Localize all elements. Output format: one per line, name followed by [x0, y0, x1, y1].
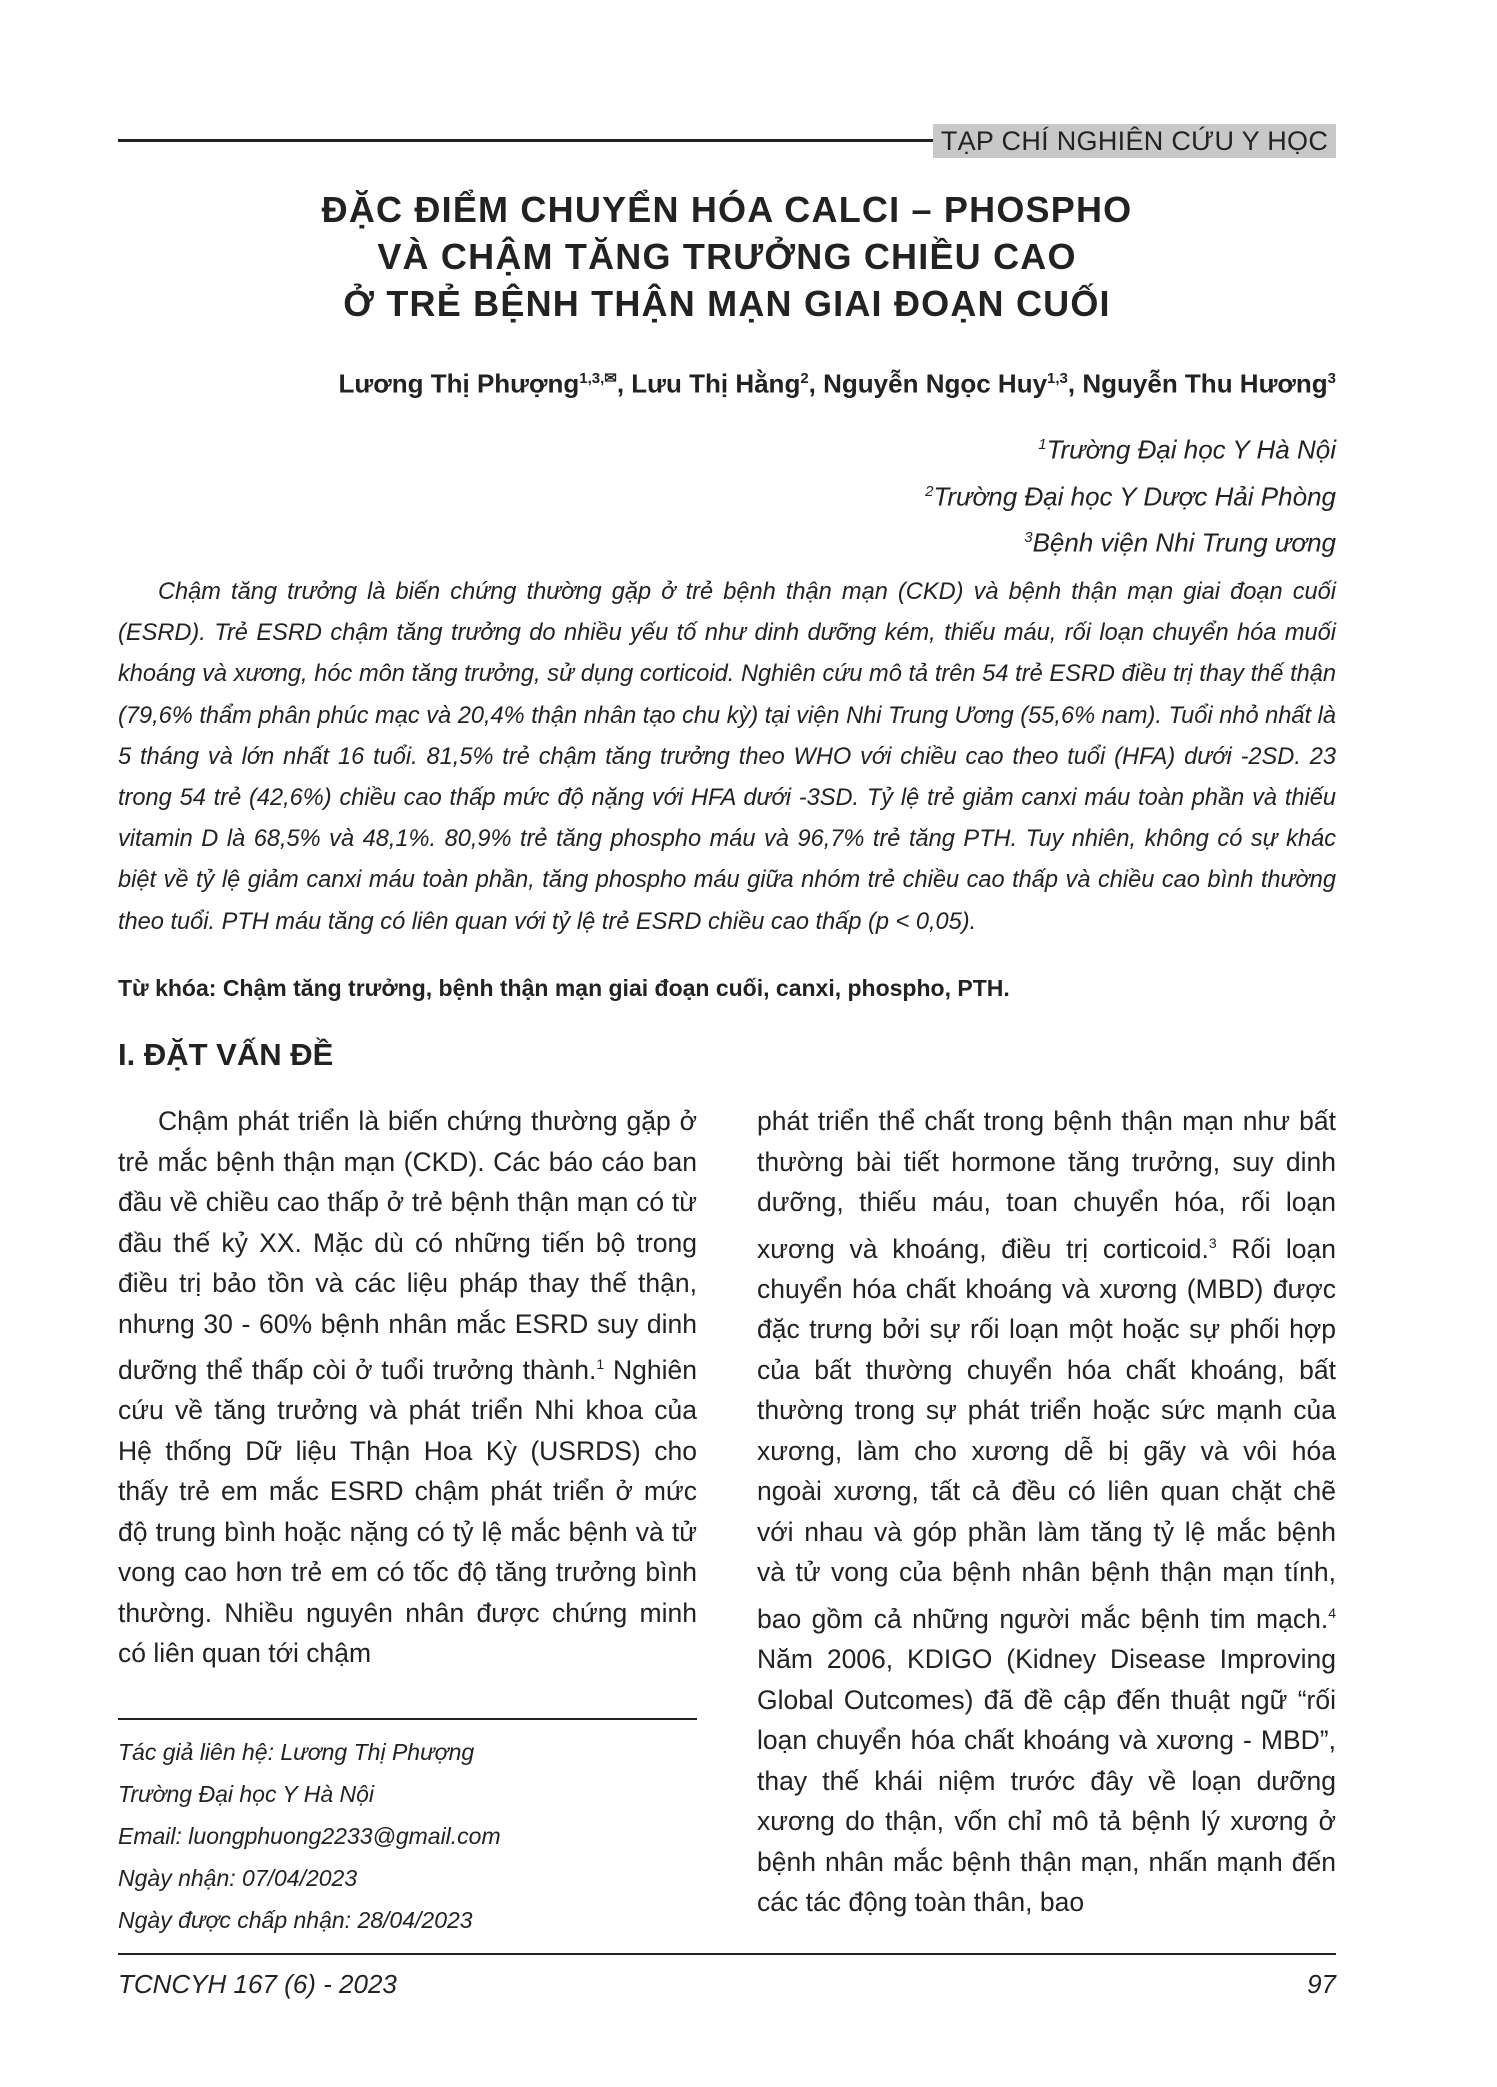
author-name: Nguyễn Ngọc Huy: [823, 368, 1048, 399]
paragraph-text: Nghiên cứu về tăng trưởng và phát triển Nhi khoa của Hệ thống Dữ liệu Thận Hoa Kỳ (USRDS) cho thấy trẻ em mắc ESRD chậm phát triển ở mức độ trung bình hoặc nặng có tỷ lệ mắc bệnh và tử vong cao hơn trẻ em có tốc độ tăng trưởng bình thường. Nhiều nguyên nhân được chứng minh có liên quan tới chậm: [118, 1354, 697, 1669]
page-number: 97: [1307, 1969, 1336, 1999]
footer-rule: [118, 1953, 1336, 1955]
body-column-left: [118, 1101, 697, 1674]
citation-ref: 4: [1328, 1604, 1336, 1621]
author-name: Lưu Thị Hằng: [631, 368, 801, 399]
title-line: ĐẶC ĐIỂM CHUYỂN HÓA CALCI – PHOSPHO: [321, 189, 1133, 230]
correspondence-footnote: [118, 1731, 697, 1941]
affiliation-name: Trường Đại học Y Dược Hải Phòng: [933, 481, 1336, 512]
paragraph-text: Năm 2006, KDIGO (Kidney Disease Improving Global Outcomes) đã đề cập đến thuật ngữ “rối loạn chuyển hóa chất khoáng và xương - MBD”, thay thế khái niệm trước đây về loạn dưỡng xương do thận, vốn chỉ mô tả bệnh lý xương ở bệnh nhân mắc bệnh thận mạn, nhấn mạnh đến các tác động toàn thân, bao: [757, 1644, 1336, 1918]
author-name: Lương Thị Phượng: [338, 368, 580, 399]
title-line: VÀ CHẬM TĂNG TRƯỞNG CHIỀU CAO: [377, 236, 1077, 277]
author-affiliation-mark: 3: [1327, 370, 1336, 387]
keywords: Từ khóa: Chậm tăng trưởng, bệnh thận mạn giai đoạn cuối, canxi, phospho, PTH.: [118, 975, 1010, 1001]
affiliation: [925, 517, 1336, 564]
header-rule: [118, 139, 933, 142]
affiliation-number: 2: [925, 482, 934, 500]
section-heading: I. ĐẶT VẤN ĐỀ: [118, 1037, 334, 1072]
affiliation-name: Trường Đại học Y Hà Nội: [1046, 434, 1336, 465]
footnote-rule: [118, 1718, 697, 1720]
paragraph-text: Chậm phát triển là biến chứng thường gặp ở trẻ mắc bệnh thận mạn (CKD). Các báo cáo ban đầu về chiều cao thấp ở trẻ bệnh thận mạn có từ đầu thế kỷ XX. Mặc dù có những tiến bộ trong điều trị bảo tồn và các liệu pháp thay thế thận, nhưng 30 - 60% bệnh nhân mắc ESRD suy dinh dưỡng thể thấp còi ở tuổi trưởng thành.: [118, 1106, 697, 1385]
title-line: Ở TRẺ BỆNH THẬN MẠN GIAI ĐOẠN CUỐI: [343, 283, 1111, 324]
journal-issue: TCNCYH 167 (6) - 2023: [118, 1969, 397, 1999]
affiliation-number: 1: [1038, 436, 1047, 453]
citation-ref: 1: [596, 1356, 605, 1372]
affiliation-list: [925, 424, 1336, 564]
article-title: [118, 186, 1336, 327]
citation-ref: 3: [1208, 1234, 1217, 1251]
author-affiliation-mark: 2: [800, 370, 809, 387]
author-affiliation-mark: 1,3,✉: [579, 370, 617, 387]
footnote-line: Ngày nhận: 07/04/2023: [118, 1865, 358, 1891]
paragraph-text: Rối loạn chuyển hóa chất khoáng và xương (MBD) được đặc trưng bởi sự rối loạn một hoặc sự phối hợp của bất thường chuyển hóa chất khoáng, bất thường trong sự phát triển hoặc sức mạnh của xương, làm cho xương dễ bị gãy và vôi hóa ngoài xương, tất cả đều có liên quan chặt chẽ với nhau và góp phần làm tăng tỷ lệ mắc bệnh và tử vong của bệnh nhân bệnh thận mạn tính, bao gồm cả những người mắc bệnh tim mạch.: [757, 1233, 1336, 1634]
paragraph-text: phát triển thể chất trong bệnh thận mạn như bất thường bài tiết hormone tăng trưởng, suy dinh dưỡng, thiếu máu, toan chuyển hóa, rối loạn xương và khoáng, điều trị corticoid.: [757, 1106, 1336, 1264]
author-name: Nguyễn Thu Hương: [1082, 368, 1328, 399]
footnote-line: Ngày được chấp nhận: 28/04/2023: [118, 1907, 473, 1933]
footnote-line: Email: luongphuong2233@gmail.com: [118, 1823, 501, 1849]
affiliation-number: 3: [1024, 529, 1033, 547]
footnote-line: Trường Đại học Y Hà Nội: [118, 1781, 375, 1807]
author-list: Lương Thị Phượng$^{1,3,✉}$, Lưu Thị Hằng$^2$, Nguyễn Ngọc Huy$^{1,3}$, Nguyễn Thu Hương$^3$: [338, 368, 1336, 399]
journal-name: TẠP CHÍ NGHIÊN CỨU Y HỌC: [933, 124, 1336, 158]
body-column-right: [757, 1101, 1336, 1923]
affiliation: [925, 424, 1336, 471]
footnote-line: Tác giả liên hệ: Lương Thị Phượng: [118, 1739, 475, 1765]
author-affiliation-mark: 1,3: [1047, 370, 1068, 387]
affiliation: [925, 471, 1336, 518]
abstract: Chậm tăng trưởng là biến chứng thường gặp ở trẻ bệnh thận mạn (CKD) và bệnh thận mạn giai đoạn cuối (ESRD). Trẻ ESRD chậm tăng trưởng do nhiều yếu tố như dinh dưỡng kém, thiếu máu, rối loạn chuyển hóa muối khoáng và xương, hóc môn tăng trưởng, sử dụng corticoid. Nghiên cứu mô tả trên 54 trẻ ESRD điều trị thay thế thận (79,6% thẩm phân phúc mạc và 20,4% thận nhân tạo chu kỳ) tại viện Nhi Trung Ương (55,6% nam). Tuổi nhỏ nhất là 5 tháng và lớn nhất 16 tuổi. 81,5% trẻ chậm tăng trưởng theo WHO với chiều cao theo tuổi (HFA) dưới -2SD. 23 trong 54 trẻ (42,6%) chiều cao thấp mức độ nặng với HFA dưới -3SD. Tỷ lệ trẻ giảm canxi máu toàn phần và thiếu vitamin D là 68,5% và 48,1%. 80,9% trẻ tăng phospho máu và 96,7% trẻ tăng PTH. Tuy nhiên, không có sự khác biệt về tỷ lệ giảm canxi máu toàn phần, tăng phospho máu giữa nhóm trẻ chiều cao thấp và chiều cao bình thường theo tuổi. PTH máu tăng có liên quan với tỷ lệ trẻ ESRD chiều cao thấp (p < 0,05).: [118, 579, 1336, 935]
affiliation-name: Bệnh viện Nhi Trung ương: [1032, 527, 1336, 558]
